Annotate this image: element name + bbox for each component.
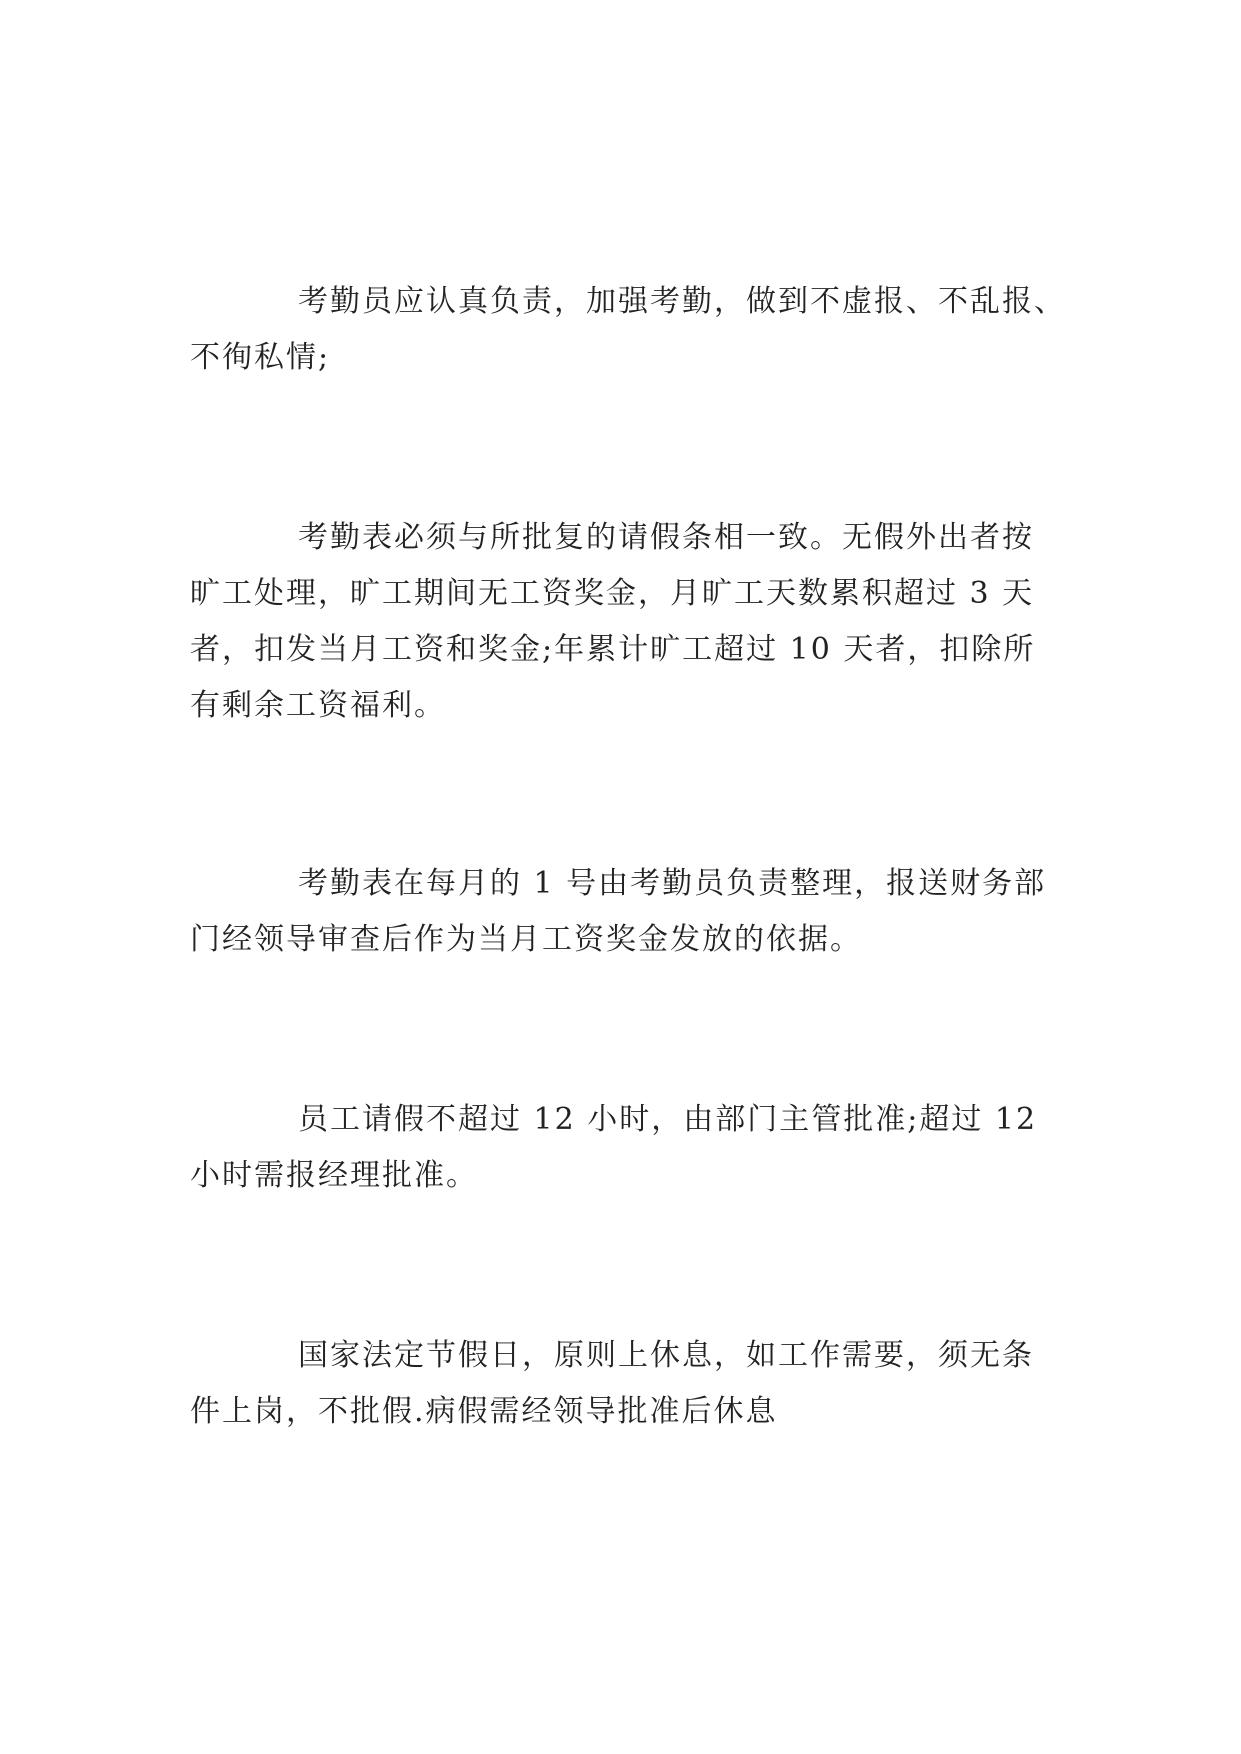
- paragraph-line: 考勤表必须与所批复的请假条相一致。无假外出者按: [298, 520, 1034, 555]
- paragraph-attendance-clerk-duty: [190, 274, 1090, 386]
- paragraph-line: 考勤表在每月的 1 号由考勤员负责整理，报送财务部: [298, 866, 1047, 901]
- paragraph-absenteeism-rule: [190, 510, 1090, 734]
- paragraph-line: 小时需报经理批准。: [190, 1158, 478, 1193]
- paragraph-line: 不徇私情;: [190, 340, 331, 375]
- paragraph-line: 有剩余工资福利。: [190, 688, 446, 723]
- paragraph-monthly-attendance-sheet: [190, 856, 1090, 968]
- paragraph-leave-approval: [190, 1092, 1090, 1204]
- paragraph-line: 员工请假不超过 12 小时，由部门主管批准;超过 12: [298, 1102, 1038, 1137]
- paragraph-holiday-rule: [190, 1328, 1090, 1440]
- paragraph-line: 者，扣发当月工资和奖金;年累计旷工超过 10 天者，扣除所: [190, 632, 1036, 667]
- paragraph-line: 件上岗，不批假.病假需经领导批准后休息: [190, 1394, 778, 1429]
- paragraph-line: 旷工处理，旷工期间无工资奖金，月旷工天数累积超过 3 天: [190, 576, 1035, 611]
- paragraph-line: 国家法定节假日，原则上休息，如工作需要，须无条: [298, 1338, 1034, 1373]
- paragraph-line: 考勤员应认真负责，加强考勤，做到不虚报、不乱报、: [298, 284, 1066, 319]
- paragraph-line: 门经领导审查后作为当月工资奖金发放的依据。: [190, 922, 862, 957]
